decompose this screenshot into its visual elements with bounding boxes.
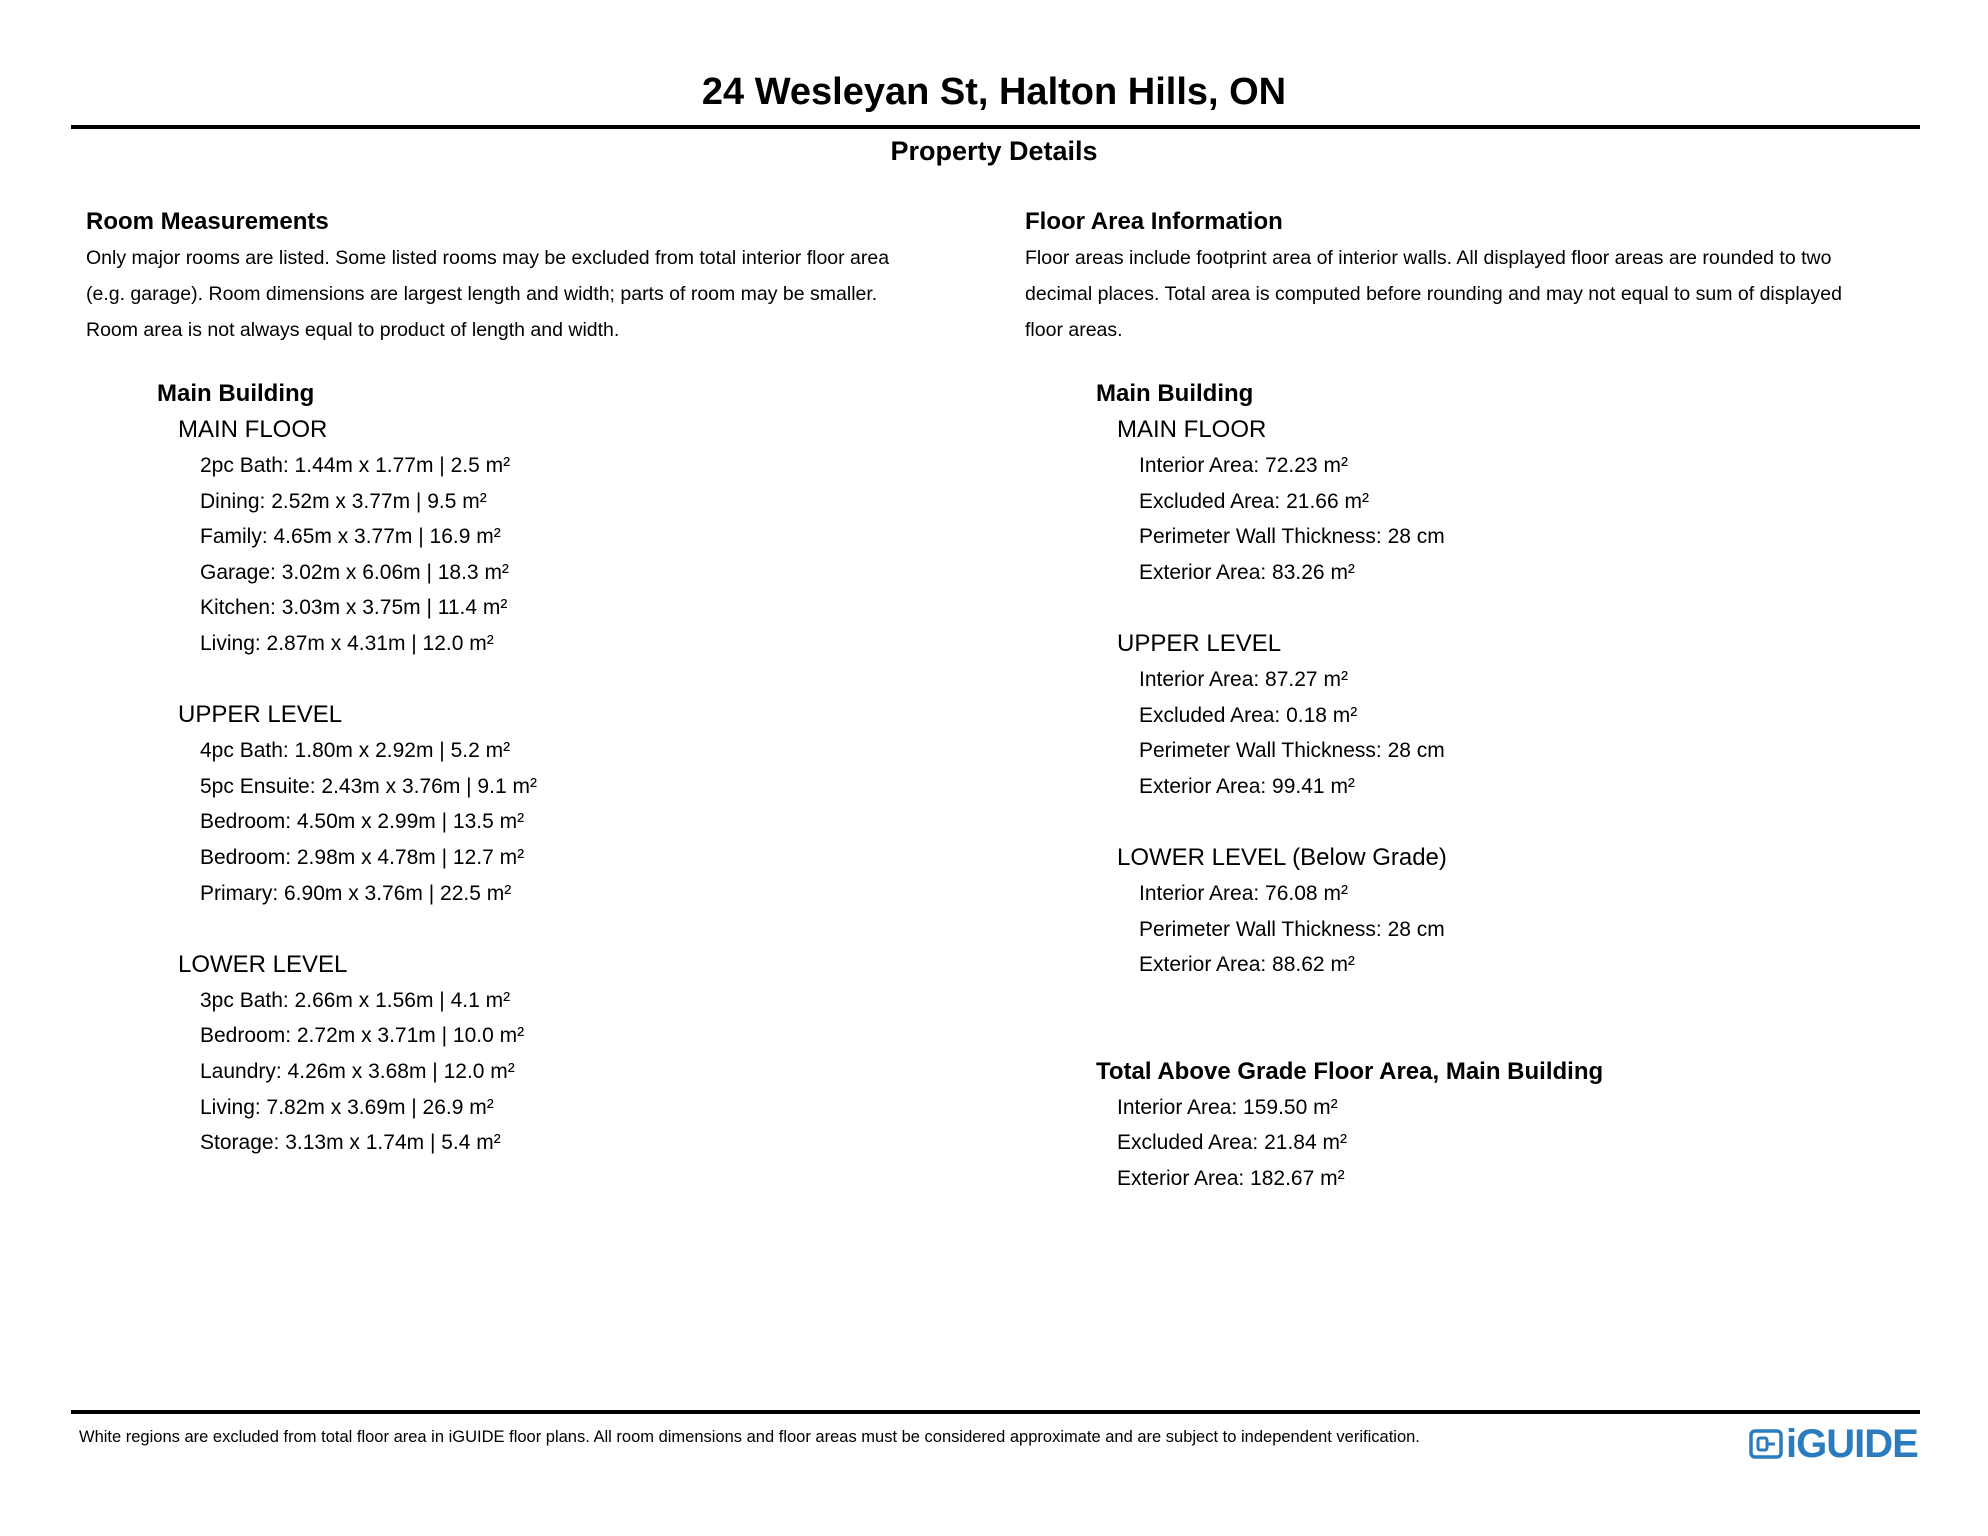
floor-area-building-block bbox=[1096, 376, 1935, 1197]
room-row: Living: 2.87m x 4.31m | 12.0 m² bbox=[200, 631, 494, 655]
level-heading: LOWER LEVEL (Below Grade) bbox=[1117, 843, 1447, 871]
description-line: decimal places. Total area is computed before rounding and may not equal to sum of displayed bbox=[1025, 283, 1842, 305]
area-row: Perimeter Wall Thickness: 28 cm bbox=[1139, 917, 1445, 941]
iguide-logo-icon bbox=[1748, 1426, 1784, 1462]
level-heading: UPPER LEVEL bbox=[178, 701, 343, 729]
total-area-heading: Total Above Grade Floor Area, Main Building bbox=[1096, 1057, 1604, 1085]
room-row: 4pc Bath: 1.80m x 2.92m | 5.2 m² bbox=[200, 739, 511, 763]
area-row: Exterior Area: 83.26 m² bbox=[1139, 560, 1355, 584]
room-row: 5pc Ensuite: 2.43m x 3.76m | 9.1 m² bbox=[200, 774, 537, 798]
room-row: Primary: 6.90m x 3.76m | 22.5 m² bbox=[200, 881, 512, 905]
total-area-row: Excluded Area: 21.84 m² bbox=[1117, 1131, 1347, 1155]
room-row: 3pc Bath: 2.66m x 1.56m | 4.1 m² bbox=[200, 988, 511, 1012]
title-divider bbox=[71, 125, 1920, 129]
room-row: Bedroom: 4.50m x 2.99m | 13.5 m² bbox=[200, 810, 525, 834]
iguide-logo bbox=[1748, 1420, 1918, 1468]
room-row: Laundry: 4.26m x 3.68m | 12.0 m² bbox=[200, 1059, 515, 1083]
description-line: Room area is not always equal to product of length and width. bbox=[86, 319, 620, 341]
building-heading: Main Building bbox=[157, 380, 315, 407]
total-area-row: Interior Area: 159.50 m² bbox=[1117, 1095, 1338, 1119]
area-row: Exterior Area: 88.62 m² bbox=[1139, 953, 1355, 977]
description-line: floor areas. bbox=[1025, 319, 1123, 341]
room-building-block bbox=[157, 376, 986, 1161]
room-row: Bedroom: 2.98m x 4.78m | 12.7 m² bbox=[200, 845, 525, 869]
room-row: Garage: 3.02m x 6.06m | 18.3 m² bbox=[200, 560, 509, 584]
area-row: Interior Area: 72.23 m² bbox=[1139, 454, 1348, 477]
spacer bbox=[1096, 983, 1935, 1054]
level-heading: MAIN FLOOR bbox=[178, 416, 328, 443]
room-row: Dining: 2.52m x 3.77m | 9.5 m² bbox=[200, 489, 487, 513]
area-row: Interior Area: 76.08 m² bbox=[1139, 881, 1348, 905]
building-heading: Main Building bbox=[1096, 380, 1254, 407]
description-line: Floor areas include footprint area of interior walls. All displayed floor areas are rounded to two bbox=[1025, 247, 1832, 269]
area-row: Excluded Area: 21.66 m² bbox=[1139, 489, 1369, 513]
floor-area-heading: Floor Area Information bbox=[1025, 208, 1283, 235]
room-row: Family: 4.65m x 3.77m | 16.9 m² bbox=[200, 525, 501, 549]
total-area-row: Exterior Area: 182.67 m² bbox=[1117, 1166, 1345, 1190]
description-line: (e.g. garage). Room dimensions are largest length and width; parts of room may be smaller. bbox=[86, 283, 878, 305]
footer-divider bbox=[71, 1410, 1920, 1414]
room-row: Bedroom: 2.72m x 3.71m | 10.0 m² bbox=[200, 1024, 525, 1048]
level-heading: UPPER LEVEL bbox=[1117, 629, 1282, 657]
room-row: Kitchen: 3.03m x 3.75m | 11.4 m² bbox=[200, 596, 508, 620]
area-row: Perimeter Wall Thickness: 28 cm bbox=[1139, 739, 1445, 763]
room-row: Living: 7.82m x 3.69m | 26.9 m² bbox=[200, 1095, 494, 1119]
area-row: Perimeter Wall Thickness: 28 cm bbox=[1139, 525, 1445, 549]
room-measurements-heading: Room Measurements bbox=[86, 208, 329, 235]
description-line: Only major rooms are listed. Some listed rooms may be excluded from total interior floor area bbox=[86, 247, 890, 269]
area-row: Excluded Area: 0.18 m² bbox=[1139, 703, 1358, 727]
area-row: Exterior Area: 99.41 m² bbox=[1139, 774, 1355, 798]
room-row: Storage: 3.13m x 1.74m | 5.4 m² bbox=[200, 1131, 501, 1155]
spacer bbox=[157, 911, 986, 947]
spacer bbox=[1096, 590, 1935, 626]
room-row: 2pc Bath: 1.44m x 1.77m | 2.5 m² bbox=[200, 454, 511, 477]
page-title: 24 Wesleyan St, Halton Hills, ON bbox=[701, 71, 1287, 113]
floor-area-section bbox=[1025, 204, 1935, 1197]
area-row: Interior Area: 87.27 m² bbox=[1139, 667, 1348, 691]
level-heading: LOWER LEVEL bbox=[178, 950, 348, 978]
spacer bbox=[157, 662, 986, 698]
logo-text: iGUIDE bbox=[1786, 1422, 1918, 1466]
level-heading: MAIN FLOOR bbox=[1117, 416, 1267, 443]
page-subtitle: Property Details bbox=[890, 136, 1098, 166]
floor-area-description bbox=[1025, 240, 1935, 348]
spacer bbox=[1096, 804, 1935, 840]
footer-disclaimer: White regions are excluded from total floor area in iGUIDE floor plans. All room dimensions and floor areas must be considered approximate and are subject to independent verification. bbox=[79, 1428, 1420, 1446]
room-measurements-section bbox=[86, 204, 986, 1161]
room-measurements-description bbox=[86, 240, 986, 348]
